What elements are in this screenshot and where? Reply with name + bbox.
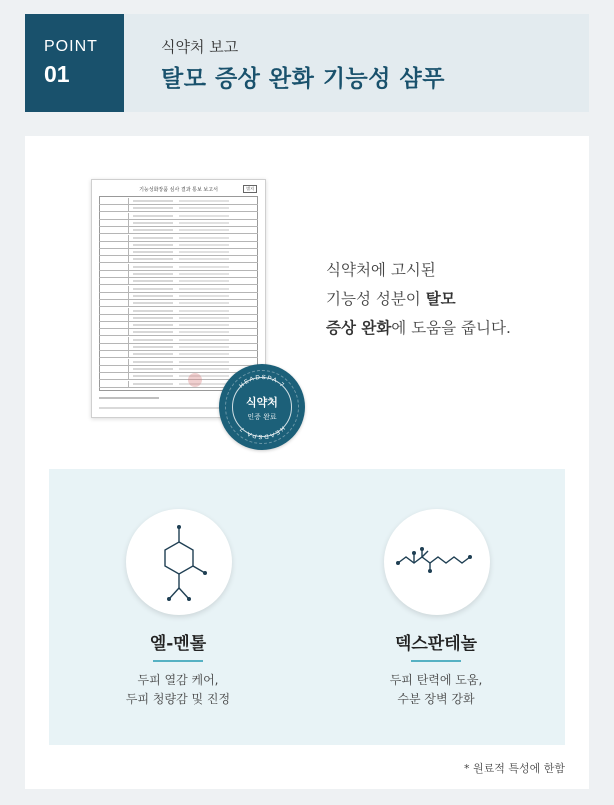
certification-badge xyxy=(219,364,305,450)
document-row xyxy=(99,329,258,336)
document-row xyxy=(99,286,258,293)
point-header xyxy=(25,14,589,112)
badge-arc-top: HEADSPA 7 xyxy=(238,374,286,390)
document-row xyxy=(99,256,258,263)
document-row xyxy=(99,213,258,220)
ingredient-desc-line-1: 두피 열감 케어, xyxy=(137,673,219,687)
ingredient-desc xyxy=(307,671,565,709)
document-row xyxy=(99,300,258,307)
badge-line-1: 식약처 xyxy=(246,396,278,409)
document-seal xyxy=(188,373,202,387)
document-row xyxy=(99,249,258,256)
claim-text xyxy=(326,256,511,343)
footnote: * 원료적 특성에 한함 xyxy=(464,762,565,775)
content-panel xyxy=(25,136,589,789)
ingredient-desc xyxy=(49,671,307,709)
document-row xyxy=(99,337,258,344)
badge-arc-bottom: HEADSPA 7 xyxy=(238,424,286,440)
ingredients-panel xyxy=(49,469,565,745)
badge-line-2: 인증 완료 xyxy=(247,413,277,421)
document-row xyxy=(99,271,258,278)
document-row xyxy=(99,315,258,322)
molecule-svg xyxy=(384,509,490,615)
document-tag: 별지 xyxy=(243,185,257,193)
document-row xyxy=(99,278,258,285)
ingredient-desc-line-1: 두피 탄력에 도움, xyxy=(389,673,483,687)
document-row xyxy=(99,198,258,205)
header-subtitle: 식약처 보고 xyxy=(161,38,239,56)
ingredient-underline xyxy=(153,660,203,662)
document-row xyxy=(99,308,258,315)
document-row xyxy=(99,351,258,358)
document-row xyxy=(99,242,258,249)
document-footer-line xyxy=(99,397,159,399)
claim-line-1: 식약처에 고시된 xyxy=(326,261,436,279)
badge-inner xyxy=(232,374,292,440)
ingredient-underline xyxy=(411,660,461,662)
document-row xyxy=(99,264,258,271)
claim-line-2 xyxy=(326,285,511,314)
ingredient-name: 엘-멘톨 xyxy=(149,634,207,654)
l-menthol-molecule-icon xyxy=(126,509,232,615)
document-row xyxy=(99,344,258,351)
header-title: 탈모 증상 완화 기능성 샴푸 xyxy=(161,66,445,92)
document-row xyxy=(99,293,258,300)
ingredient-desc-line-2: 두피 청량감 및 진정 xyxy=(125,692,231,706)
claim-line-3-bold: 증상 완화 xyxy=(326,319,392,337)
document-row xyxy=(99,322,258,329)
claim-line-3-text: 에 도움을 줍니다. xyxy=(391,319,511,337)
document-row xyxy=(99,227,258,234)
document-row xyxy=(99,205,258,212)
point-number: 01 xyxy=(44,61,70,87)
claim-line-2-bold: 탈모 xyxy=(425,290,456,308)
document-title: 기능성화장품 심사 결과 통보 보고서 xyxy=(139,187,218,193)
point-label: POINT xyxy=(44,38,98,55)
ingredient-card xyxy=(49,469,307,745)
ingredient-desc-line-2: 수분 장벽 강화 xyxy=(397,692,475,706)
molecule-svg xyxy=(126,509,232,615)
document-row xyxy=(99,235,258,242)
claim-line-3 xyxy=(326,314,511,343)
dexpanthenol-molecule-icon xyxy=(384,509,490,615)
ingredient-name: 덱스판테놀 xyxy=(394,634,478,654)
ingredient-card xyxy=(307,469,565,745)
claim-line-2-text: 기능성 성분이 xyxy=(326,290,426,308)
document-row xyxy=(99,220,258,227)
point-box xyxy=(25,14,124,112)
